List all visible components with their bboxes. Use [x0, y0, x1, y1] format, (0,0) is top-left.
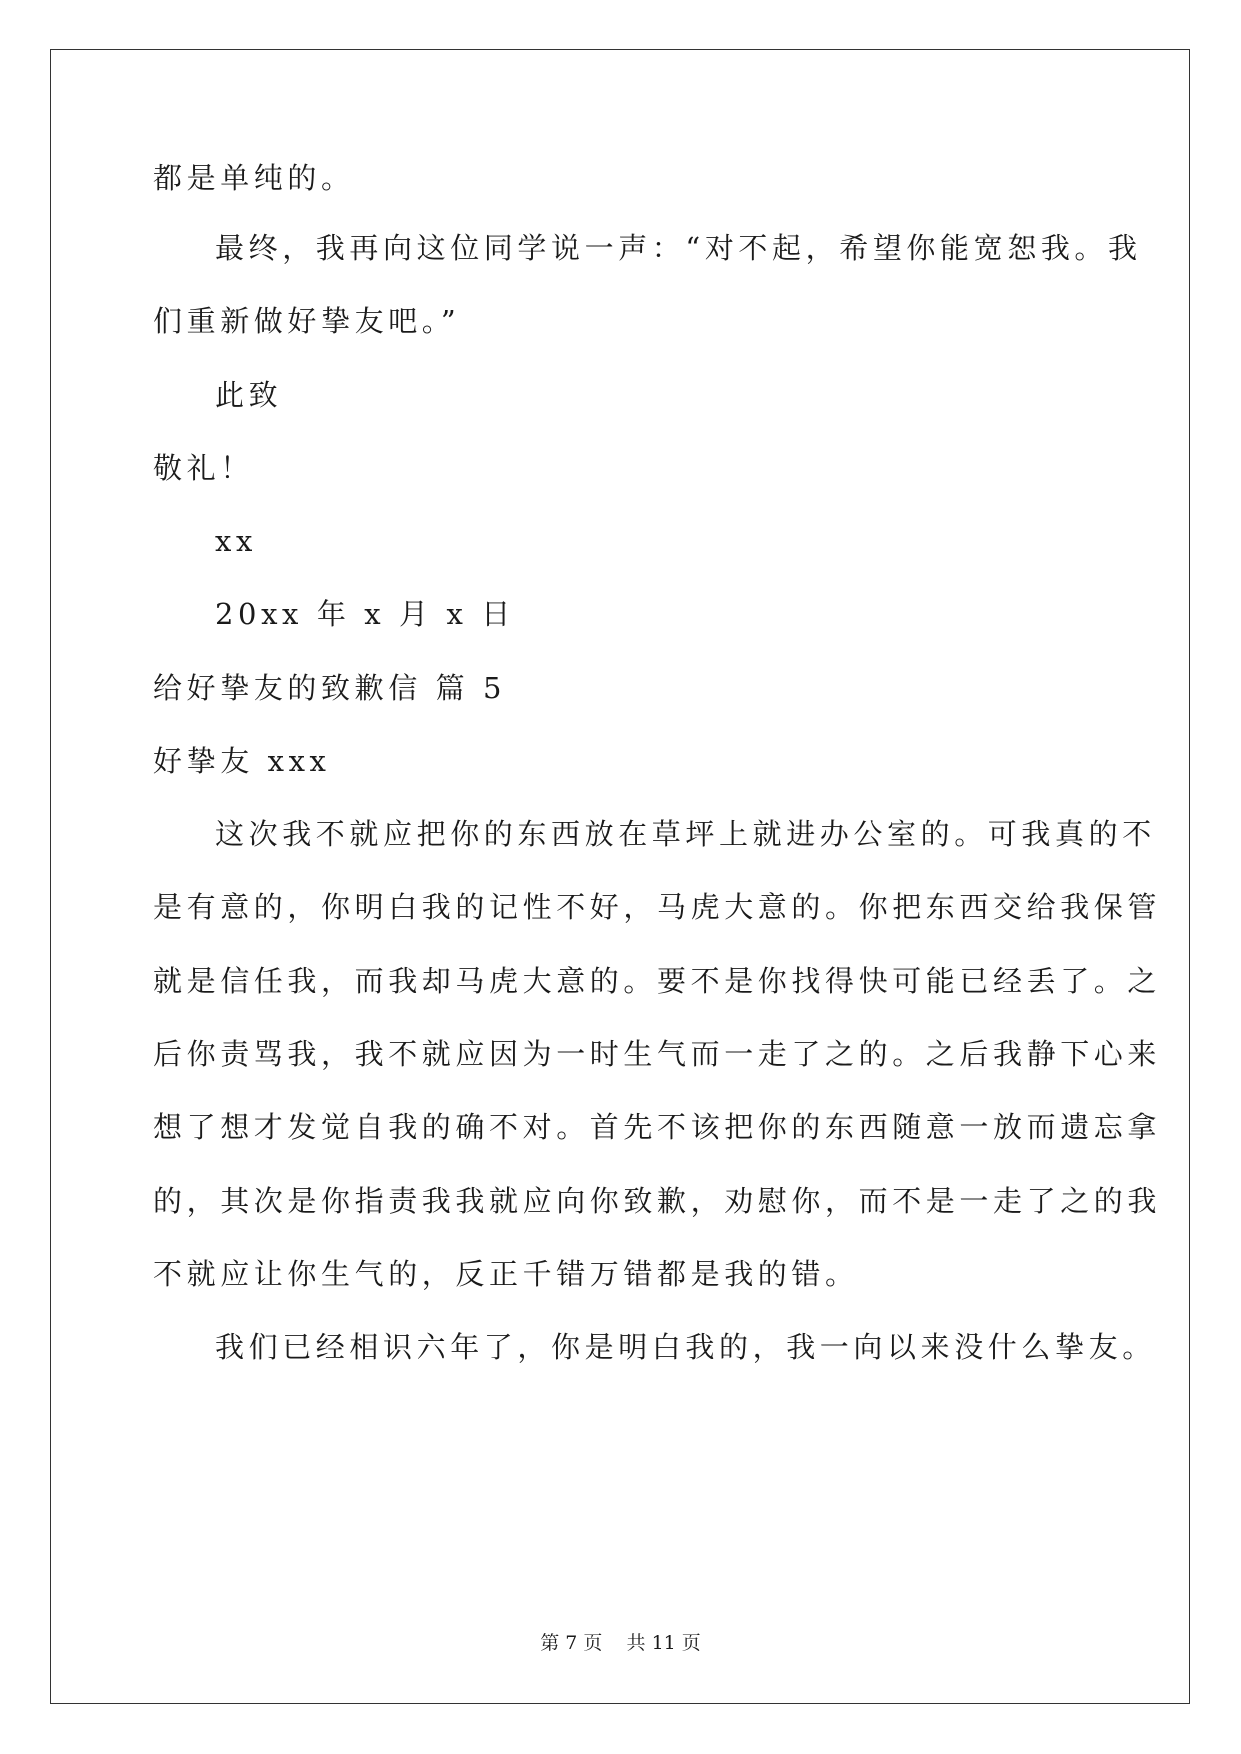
signature-name: xx	[215, 524, 257, 558]
text-line: 我们已经相识六年了，你是明白我的，我一向以来没什么挚友。	[215, 1330, 1156, 1364]
text-line: 这次我不就应把你的东西放在草坪上就进办公室的。可我真的不	[215, 817, 1156, 851]
page-footer	[0, 1630, 1241, 1656]
recipient-line: 好挚友 xxx	[153, 744, 331, 778]
page-border	[50, 49, 1190, 1704]
page-number: 第 7 页	[540, 1632, 603, 1654]
text-line: 想了想才发觉自我的确不对。首先不该把你的东西随意一放而遗忘拿	[153, 1110, 1162, 1144]
text-line: 不就应让你生气的，反正千错万错都是我的错。	[153, 1257, 859, 1291]
text-line: 都是单纯的。	[153, 161, 355, 195]
page-total: 共 11 页	[626, 1632, 701, 1654]
text-line: 是有意的，你明白我的记性不好，马虎大意的。你把东西交给我保管	[153, 890, 1162, 924]
text-line: 最终，我再向这位同学说一声：“对不起，希望你能宽恕我。我	[215, 231, 1142, 265]
salutation-line: 此致	[215, 378, 283, 412]
text-line: 们重新做好挚友吧。”	[153, 304, 461, 338]
text-line: 后你责骂我，我不就应因为一时生气而一走了之的。之后我静下心来	[153, 1037, 1162, 1071]
section-heading: 给好挚友的致歉信 篇 5	[153, 671, 507, 705]
salutation-line: 敬礼！	[153, 451, 254, 485]
text-line: 的，其次是你指责我我就应向你致歉，劝慰你，而不是一走了之的我	[153, 1184, 1162, 1218]
text-line: 就是信任我，而我却马虎大意的。要不是你找得快可能已经丢了。之	[153, 964, 1162, 998]
signature-date: 20xx 年 x 月 x 日	[215, 597, 515, 631]
